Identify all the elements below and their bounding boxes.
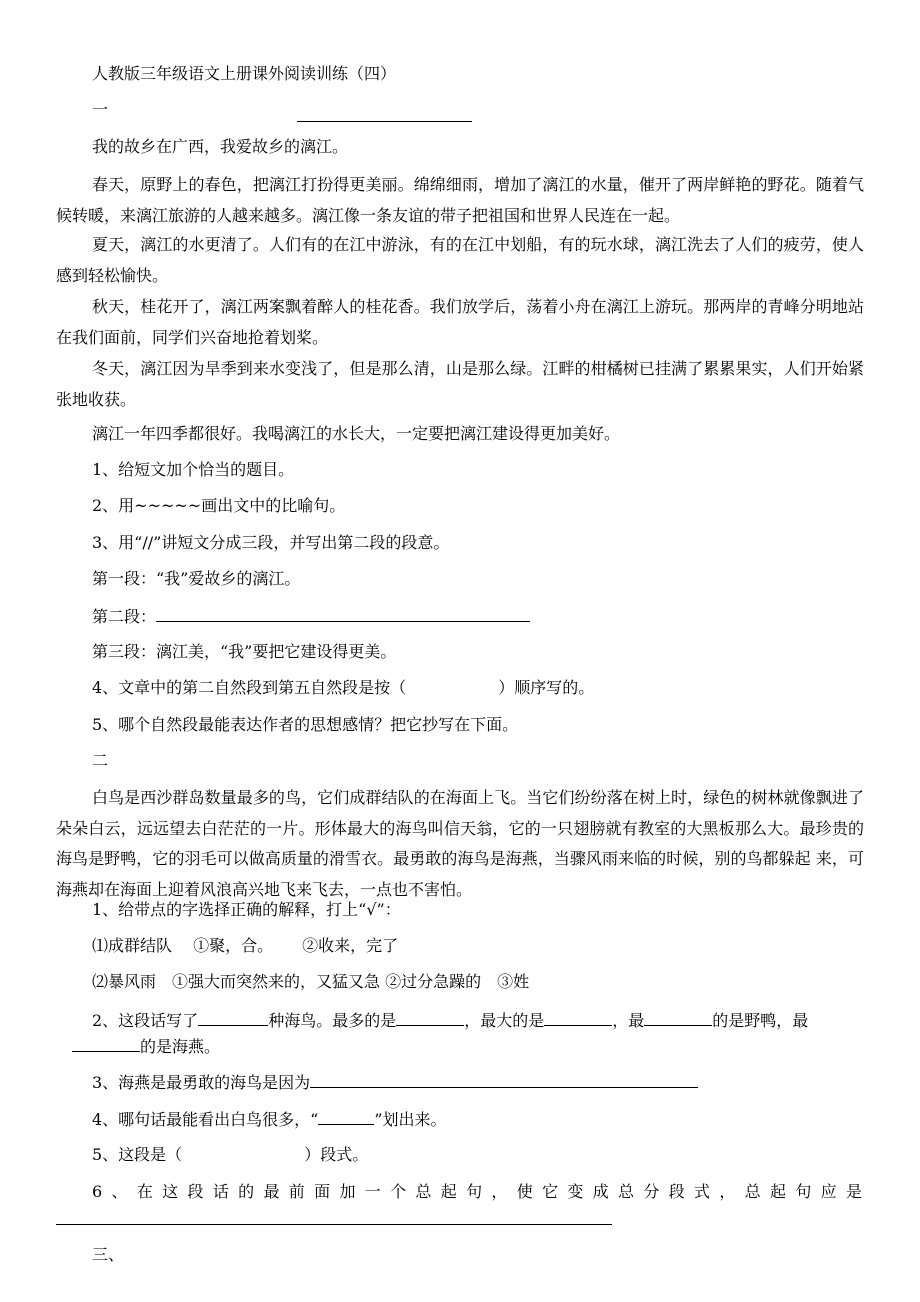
question-1-1: 1、给短文加个恰当的题目。 [92,460,295,479]
section-one-number: 一 [92,100,109,119]
section-one-title-blank [297,121,472,122]
largest-blank[interactable] [544,1009,612,1026]
spring-paragraph: 春天，原野上的春色，把漓江打扮得更美丽。绵绵细雨，增加了漓江的水量，催开了两岸鲜艳的野花。随着气候转暖，来漓江旅游的人越来越多。漓江像一条友谊的带子把祖国和世界人民连在一起。 [56,175,864,225]
segment-1-line: 第一段：“我”爱故乡的漓江。 [92,569,301,588]
question-2-1: 1、给带点的字选择正确的解释，打上“√”： [92,900,401,919]
most-numerous-blank[interactable] [396,1009,464,1026]
section-two-number: 二 [92,751,109,770]
section-three-number: 三、 [92,1245,125,1264]
option-group-2: ⑵暴风雨 ①强大而突然来的，又猛又急 ②过分急躁的 ③姓 [92,972,530,991]
question-1-5: 5、哪个自然段最能表达作者的思想感情？把它抄写在下面。 [92,715,519,734]
segment-2-line [92,605,530,628]
option-group-1: ⑴成群结队 ①聚，合。 ②收来，完了 [92,936,399,955]
question-2-3: 3、海燕是最勇敢的海鸟是因为 [92,1071,698,1094]
most-brave-blank[interactable] [72,1035,140,1052]
document-title: 人教版三年级语文上册课外阅读训练（四） [92,64,397,83]
closing-paragraph: 漓江一年四季都很好。我喝漓江的水长大，一定要把漓江建设得更加美好。 [92,424,621,443]
segment-2-answer-blank[interactable] [156,605,530,622]
question-2-6: 6、在这段话的最前面加一个总起句，使它变成总分段式，总起句应是 [92,1182,864,1201]
question-2-2-line-1: 2、这段话写了 种海鸟。最多的是 ，最大的是 ，最 的是野鸭，最 [92,1011,809,1030]
autumn-paragraph: 秋天，桂花开了，漓江两案飘着醉人的桂花香。我们放学后，荡着小舟在漓江上游玩。那两岸的青峰分明地站在我们面前，同学们兴奋地抢着划桨。 [56,297,864,347]
question-2-2-line-2: 的是海燕。 [56,1035,220,1058]
question-2-2-wrap-text: 的是野鸭，最 [712,1011,809,1030]
question-1-2: 2、用~~~~~画出文中的比喻句。 [92,496,346,515]
summer-paragraph: 夏天，漓江的水更清了。人们有的在江中游泳，有的在江中划船，有的玩水球，漓江洗去了人们的疲劳，使人感到轻松愉快。 [56,235,864,285]
question-2-5: 5、这段是（ ）段式。 [92,1145,369,1164]
question-2-4: 4、哪句话最能看出白鸟很多，“ ”划出来。 [92,1110,447,1129]
seabird-count-blank[interactable] [198,1009,268,1026]
segment-3-line: 第三段：漓江美，“我”要把它建设得更美。 [92,642,397,661]
winter-paragraph: 冬天，漓江因为旱季到来水变浅了，但是那么清，山是那么绿。江畔的柑橘树已挂满了累累果实，人们开始紧张地收获。 [56,359,864,409]
seabird-passage: 白鸟是西沙群岛数量最多的鸟，它们成群结队的在海面上飞。当它们纷纷落在树上时，绿色的树林就像飘进了朵朵白云，远远望去白茫茫的一片。形体最大的海鸟叫信天翁，它的一只翅膀就有教室的大黑板那么大。最珍贵的海鸟是野鸭，它的羽毛可以做高质量的滑雪衣。最勇敢的海鸟是海燕，当骤风雨来临的时候，别的鸟都躲起 来，可海燕却在海面上迎着风浪高兴地飞来飞去，一点也不害怕。 [56,788,864,899]
most-precious-blank[interactable] [644,1009,712,1026]
segment-2-label: 第二段： [92,607,157,626]
intro-paragraph: 我的故乡在广西，我爱故乡的漓江。 [92,137,349,156]
question-2-3-answer-blank[interactable] [310,1071,698,1088]
question-1-3: 3、用“//”讲短文分成三段，并写出第二段的段意。 [92,533,450,552]
question-2-4-answer-blank[interactable] [318,1108,374,1125]
question-1-4: 4、文章中的第二自然段到第五自然段是按（ ）顺序写的。 [92,678,595,697]
question-2-6-answer-blank[interactable] [56,1224,612,1225]
